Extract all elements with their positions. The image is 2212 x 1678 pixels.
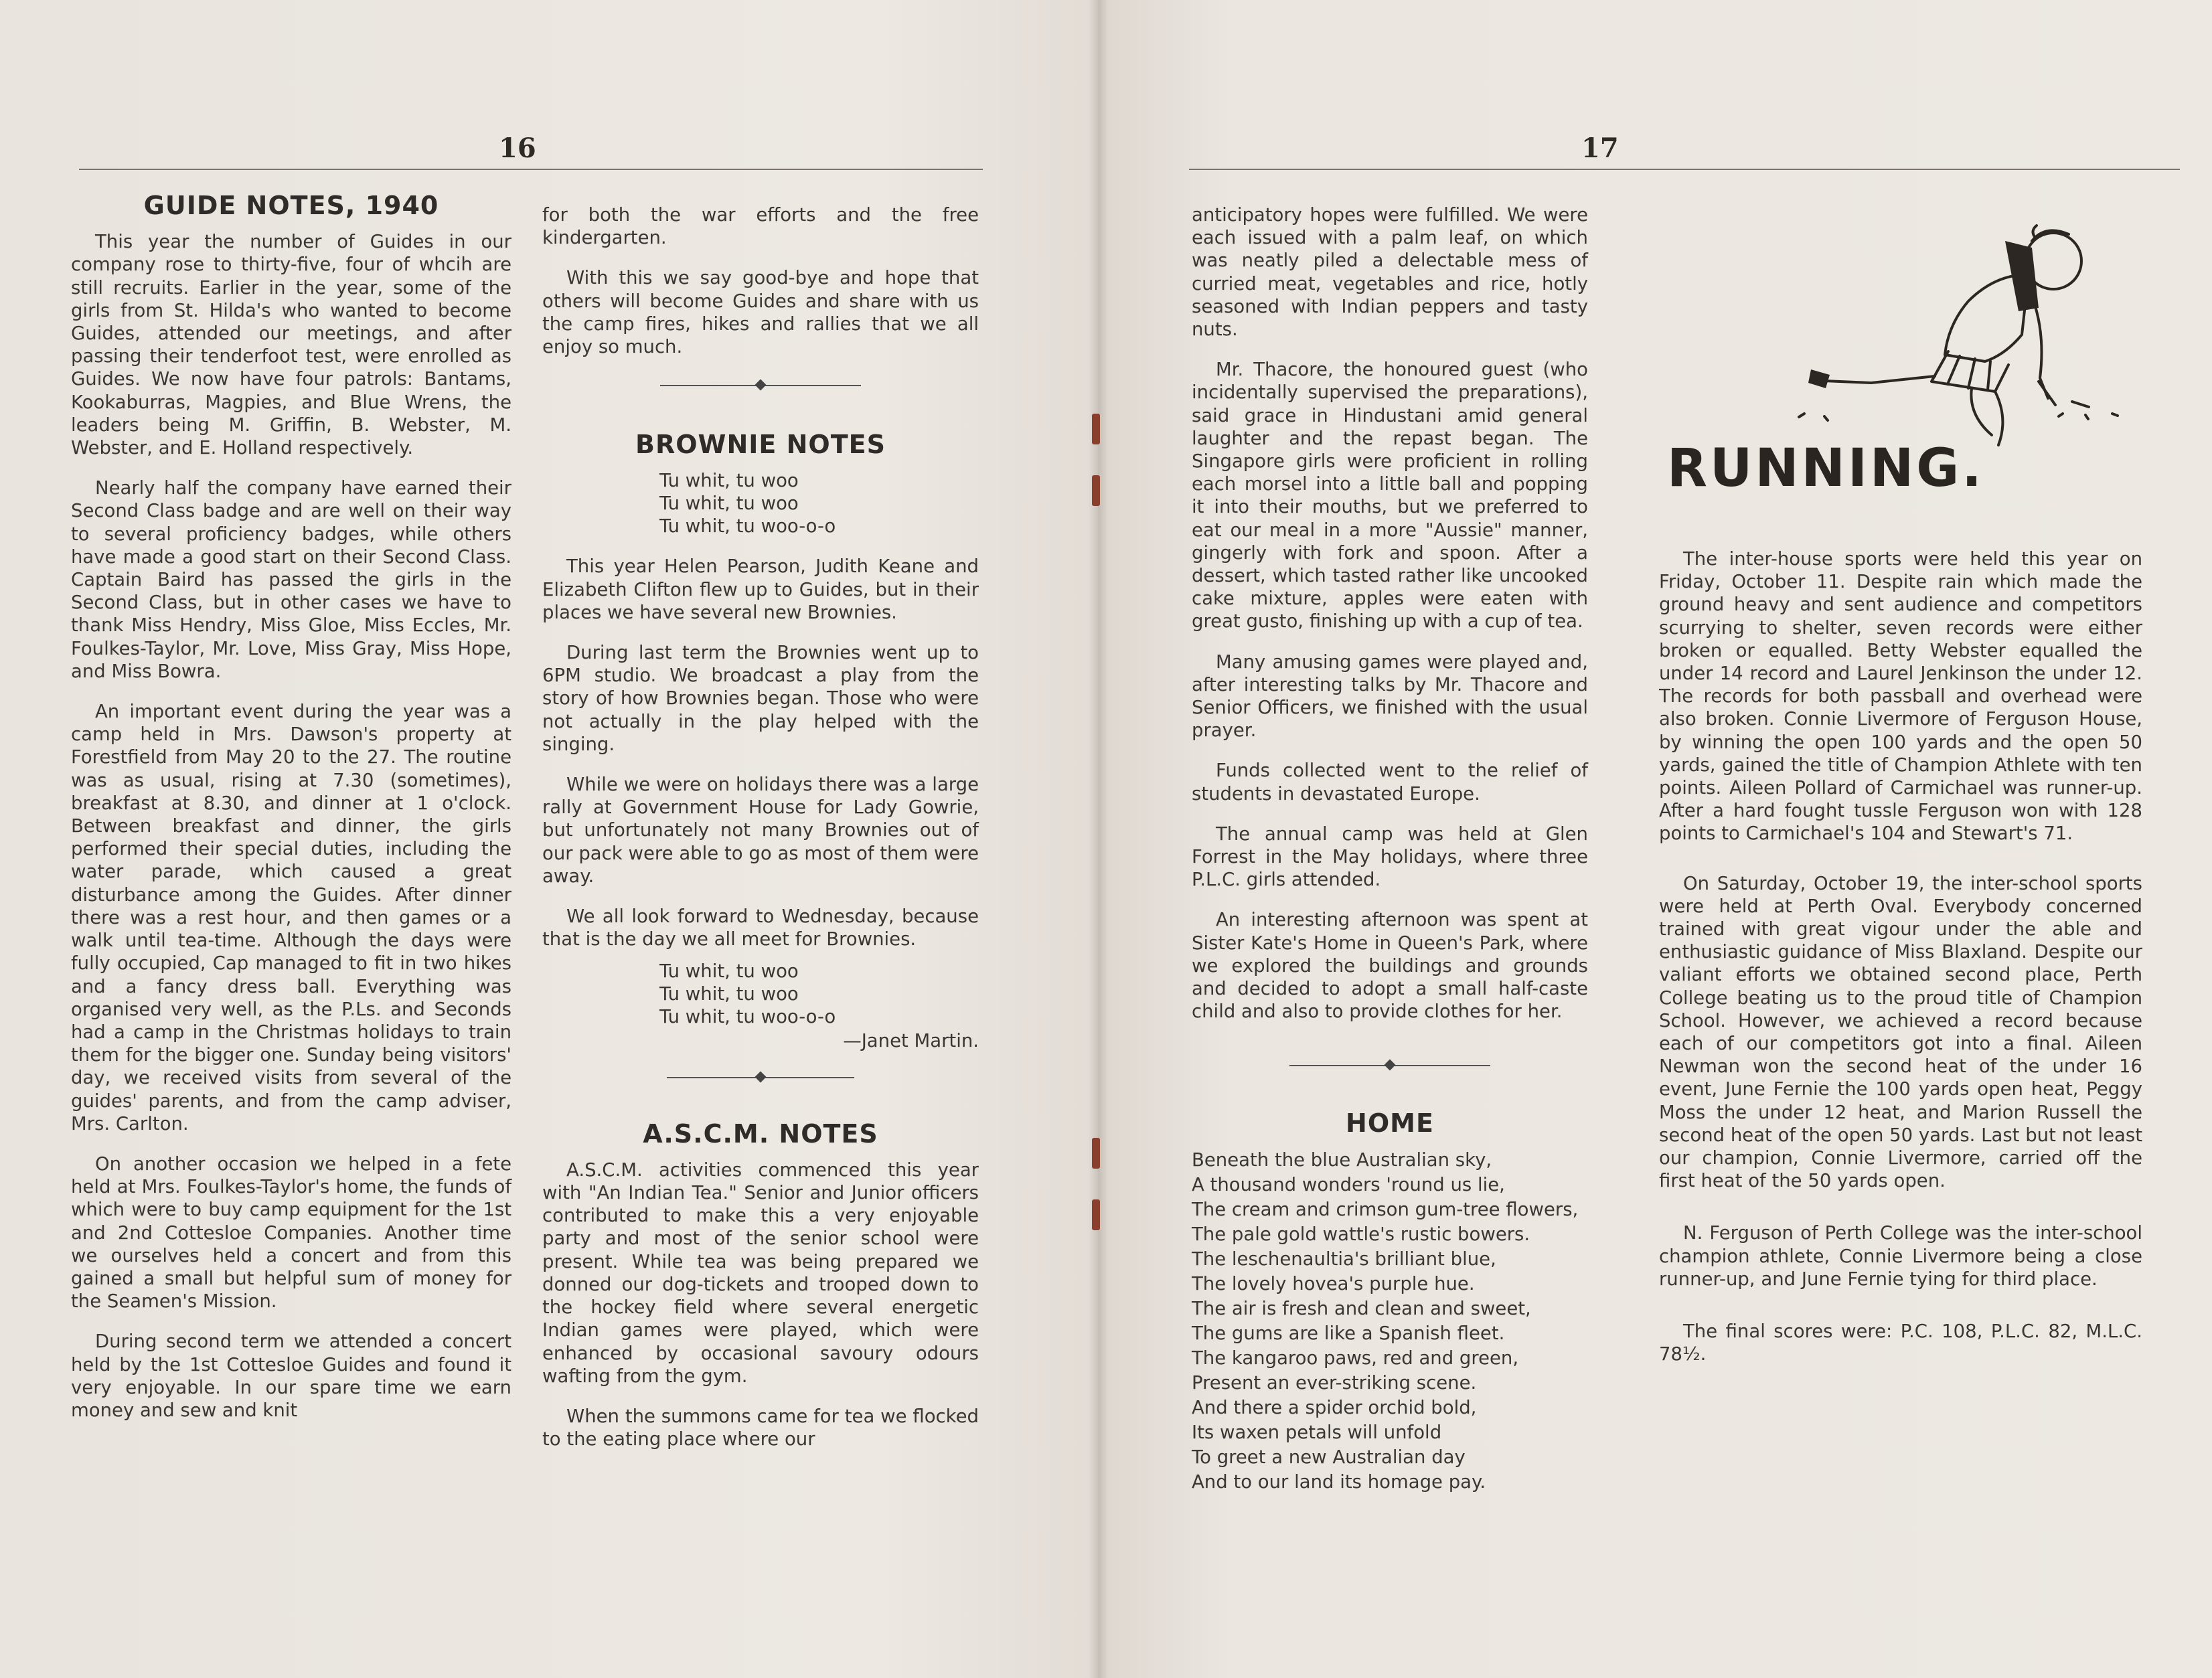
- ascm-continued-3: Many amusing games were played and, after interesting talks by Mr. Thacore and Senior Officers, we finished with the usual prayer.: [1192, 651, 1588, 742]
- ascm-paragraph-2: When the summons came for tea we flocked to the eating place where our: [542, 1405, 979, 1450]
- running-girl-illustration: [1764, 201, 2139, 469]
- section-divider: [667, 1077, 854, 1078]
- poem-line: The pale gold wattle's rustic bowers.: [1192, 1223, 1530, 1245]
- verse-line: Tu whit, tu woo-o-o: [659, 515, 836, 537]
- poem-line: The gums are like a Spanish fleet.: [1192, 1322, 1505, 1344]
- brownie-notes-heading: BROWNIE NOTES: [635, 430, 886, 460]
- brownie-verse-1: [659, 469, 979, 537]
- ascm-continued-4: Funds collected went to the relief of students in devastated Europe.: [1192, 760, 1588, 805]
- poem-line: The leschenaultia's brilliant blue,: [1192, 1248, 1496, 1270]
- guide-continued-2: With this we say good-bye and hope that others will become Guides and share with us the camp fires, hikes and rallies that we all enjoy so much.: [542, 267, 979, 358]
- guide-notes-column: [71, 191, 511, 1439]
- running-paragraph-4: The final scores were: P.C. 108, P.L.C. 82, M.L.C. 78½.: [1659, 1321, 2142, 1365]
- guide-paragraph-5: During second term we attended a concert held by the 1st Cottesloe Guides and found it very enjoyable. In our spare time we earn money and sew and knit: [71, 1331, 511, 1421]
- ascm-home-column: [1192, 203, 1588, 1495]
- running-paragraph-1: The inter-house sports were held this year on Friday, October 11. Despite rain which made the ground heavy and sent audience and competitors scurrying to shelter, seven records were either broken or equalled. Betty Webster equalled the under 14 record and Laurel Jenkinson the under 12. The records for both passball and overhead were also broken. Connie Livermore of Ferguson House, by winning the open 100 yards and the open 50 yards, gained the title of Champion Athlete with ten points. Aileen Pollard of Carmichael was runner-up. After a hard fought tussle Ferguson won with 128 points to Carmichael's 104 and Stewart's 71.: [1659, 548, 2142, 845]
- home-poem: [1192, 1148, 1588, 1495]
- ascm-continued-2: Mr. Thacore, the honoured guest (who incidentally supervised the preparations), said grace in Hindustani amid general laughter and the repast began. The Singapore girls were proficient in rolling each morsel into a little ball and popping it into their mouths, but we preferred to eat our meal in a more "Aussie" manner, gingerly with fork and spoon. After a dessert, which tasted rather like uncooked cake mixture, apples were eaten with great gusto, finishing up with a cup of tea.: [1192, 359, 1588, 633]
- ascm-continued-5: The annual camp was held at Glen Forrest in the May holidays, where three P.L.C. girls attended.: [1192, 823, 1588, 891]
- brownie-paragraph-2: During last term the Brownies went up to 6PM studio. We broadcast a play from the story of how Brownies began. Those who were not actually in the play helped with the singing.: [542, 642, 979, 755]
- ascm-notes-heading: A.S.C.M. NOTES: [643, 1118, 878, 1149]
- poem-line: And to our land its homage pay.: [1192, 1471, 1486, 1493]
- page-number-left: 16: [499, 133, 536, 164]
- brownie-verse-2: [659, 960, 979, 1028]
- poem-line: A thousand wonders 'round us lie,: [1192, 1173, 1505, 1195]
- header-rule-left: [79, 169, 983, 170]
- guide-paragraph-3: An important event during the year was a camp held in Mrs. Dawson's property at Forestfield from May 20 to the 27. The routine was as usual, rising at 7.30 (sometimes), breakfast at 8.30, and dinner at 1 o'clock. Between breakfast and dinner, the girls performed their special duties, including the water parade, which caused a great disturbance among the Guides. After dinner there was a rest hour, and then games or a walk until tea-time. Although the days were fully occupied, Cap managed to fit in two hikes and a fancy dress ball. Everything was organised very well, as the P.Ls. and Seconds had a camp in the Christmas holidays to train them for the bigger one. Sunday being visitors' day, we received visits from several of the guides' parents, and from the camp adviser, Mrs. Carlton.: [71, 701, 511, 1135]
- brownie-signature: —Janet Martin.: [843, 1030, 979, 1052]
- guide-paragraph-1: This year the number of Guides in our company rose to thirty-five, four of whcih are still recruits. Earlier in the year, some of the girls from St. Hilda's who wanted to become Guides, attended our meetings, and after passing their tenderfoot test, were enrolled as Guides. We now have four patrols: Bantams, Kookaburras, Magpies, and Blue Wrens, the leaders being M. Griffin, B. Webster, M. Webster, and E. Holland respectively.: [71, 231, 511, 459]
- verse-line: Tu whit, tu woo-o-o: [659, 1006, 836, 1028]
- poem-line: The cream and crimson gum-tree flowers,: [1192, 1198, 1579, 1220]
- poem-line: And there a spider orchid bold,: [1192, 1396, 1477, 1418]
- poem-line: The lovely hovea's purple hue.: [1192, 1272, 1475, 1294]
- verse-line: Tu whit, tu woo: [659, 960, 799, 983]
- page-number-right: 17: [1581, 133, 1619, 164]
- brownie-ascm-column: [542, 203, 979, 1468]
- poem-line: To greet a new Australian day: [1192, 1446, 1466, 1468]
- running-column: [1659, 548, 2142, 1383]
- header-rule-right: [1189, 169, 2180, 170]
- page-gutter: [1089, 0, 1109, 1678]
- guide-paragraph-4: On another occasion we helped in a fete held at Mrs. Foulkes-Taylor's home, the funds of which were to buy camp equipment for the 1st and 2nd Cottesloe Companies. Another time we ourselves held a concert and from this gained a small but helpful sum of money for the Seamen's Mission.: [71, 1153, 511, 1313]
- staple-bottom-2: [1092, 1199, 1100, 1230]
- verse-line: Tu whit, tu woo: [659, 493, 799, 515]
- guide-continued-1: for both the war efforts and the free kindergarten.: [542, 204, 979, 249]
- section-divider: [1289, 1065, 1490, 1066]
- ascm-continued-1: anticipatory hopes were fulfilled. We were each issued with a palm leaf, on which was neatly piled a delectable mess of curried meat, vegetables and rice, hotly seasoned with Indian peppers and tasty nuts.: [1192, 204, 1588, 341]
- brownie-paragraph-3: While we were on holidays there was a large rally at Government House for Lady Gowrie, but unfortunately not many Brownies out of our pack were able to go as most of them were away.: [542, 774, 979, 887]
- left-page: [0, 0, 1098, 1678]
- staple-bottom-1: [1092, 1138, 1100, 1169]
- home-heading: HOME: [1346, 1108, 1434, 1138]
- poem-line: Its waxen petals will unfold: [1192, 1421, 1442, 1443]
- verse-line: Tu whit, tu woo: [659, 470, 799, 492]
- right-page: [1098, 0, 2212, 1678]
- ascm-paragraph-1: A.S.C.M. activities commenced this year with "An Indian Tea." Senior and Junior officers contributed to make this a very enjoyable party and most of the senior school were present. While tea was being prepared we donned our dog-tickets and trooped down to the hockey field where several energetic Indian games were played, which were enhanced by occasional savoury odours wafting from the gym.: [542, 1159, 979, 1387]
- running-paragraph-3: N. Ferguson of Perth College was the inter-school champion athlete, Connie Livermore being a close runner-up, and June Fernie tying for third place.: [1659, 1222, 2142, 1290]
- brownie-paragraph-1: This year Helen Pearson, Judith Keane and Elizabeth Clifton flew up to Guides, but in their places we have several new Brownies.: [542, 556, 979, 623]
- running-title: RUNNING.: [1667, 438, 1984, 499]
- ascm-continued-6: An interesting afternoon was spent at Sister Kate's Home in Queen's Park, where we explored the buildings and grounds and decided to adopt a small half-caste child and also to provide clothes for her.: [1192, 909, 1588, 1023]
- guide-paragraph-2: Nearly half the company have earned their Second Class badge and are well on their way to several proficiency badges, while others have made a good start on their Second Class. Captain Baird has passed the girls in the Second Class, but in other cases we have to thank Miss Hendry, Miss Gloe, Miss Eccles, Mr. Foulkes-Taylor, Mr. Love, Miss Gray, Miss Hope, and Miss Bowra.: [71, 477, 511, 682]
- poem-line: Present an ever-striking scene.: [1192, 1371, 1477, 1394]
- staple-top-2: [1092, 475, 1100, 506]
- staple-top-1: [1092, 414, 1100, 444]
- poem-line: Beneath the blue Australian sky,: [1192, 1149, 1492, 1171]
- running-paragraph-2: On Saturday, October 19, the inter-school sports were held at Perth Oval. Everybody concerned trained with great vigour under the able and enthusiastic guidance of Miss Blaxland. Despite our valiant efforts we obtained second place, Perth College beating us to the proud title of Champion School. However, we achieved a record because each of our competitors got into a final. Aileen Newman won the second heat of the under 16 event, June Fernie the 100 yards open heat, Peggy Moss the under 12 heat, and Marion Russell the second heat of the open 50 yards. Last but not least our champion, Connie Livermore, carried off the first heat of the 50 yards open.: [1659, 872, 2142, 1192]
- poem-line: The kangaroo paws, red and green,: [1192, 1347, 1519, 1369]
- section-divider: [660, 385, 861, 386]
- verse-line: Tu whit, tu woo: [659, 983, 799, 1005]
- brownie-paragraph-4: We all look forward to Wednesday, because that is the day we all meet for Brownies.: [542, 906, 979, 950]
- poem-line: The air is fresh and clean and sweet,: [1192, 1297, 1531, 1319]
- guide-notes-heading: GUIDE NOTES, 1940: [143, 191, 439, 220]
